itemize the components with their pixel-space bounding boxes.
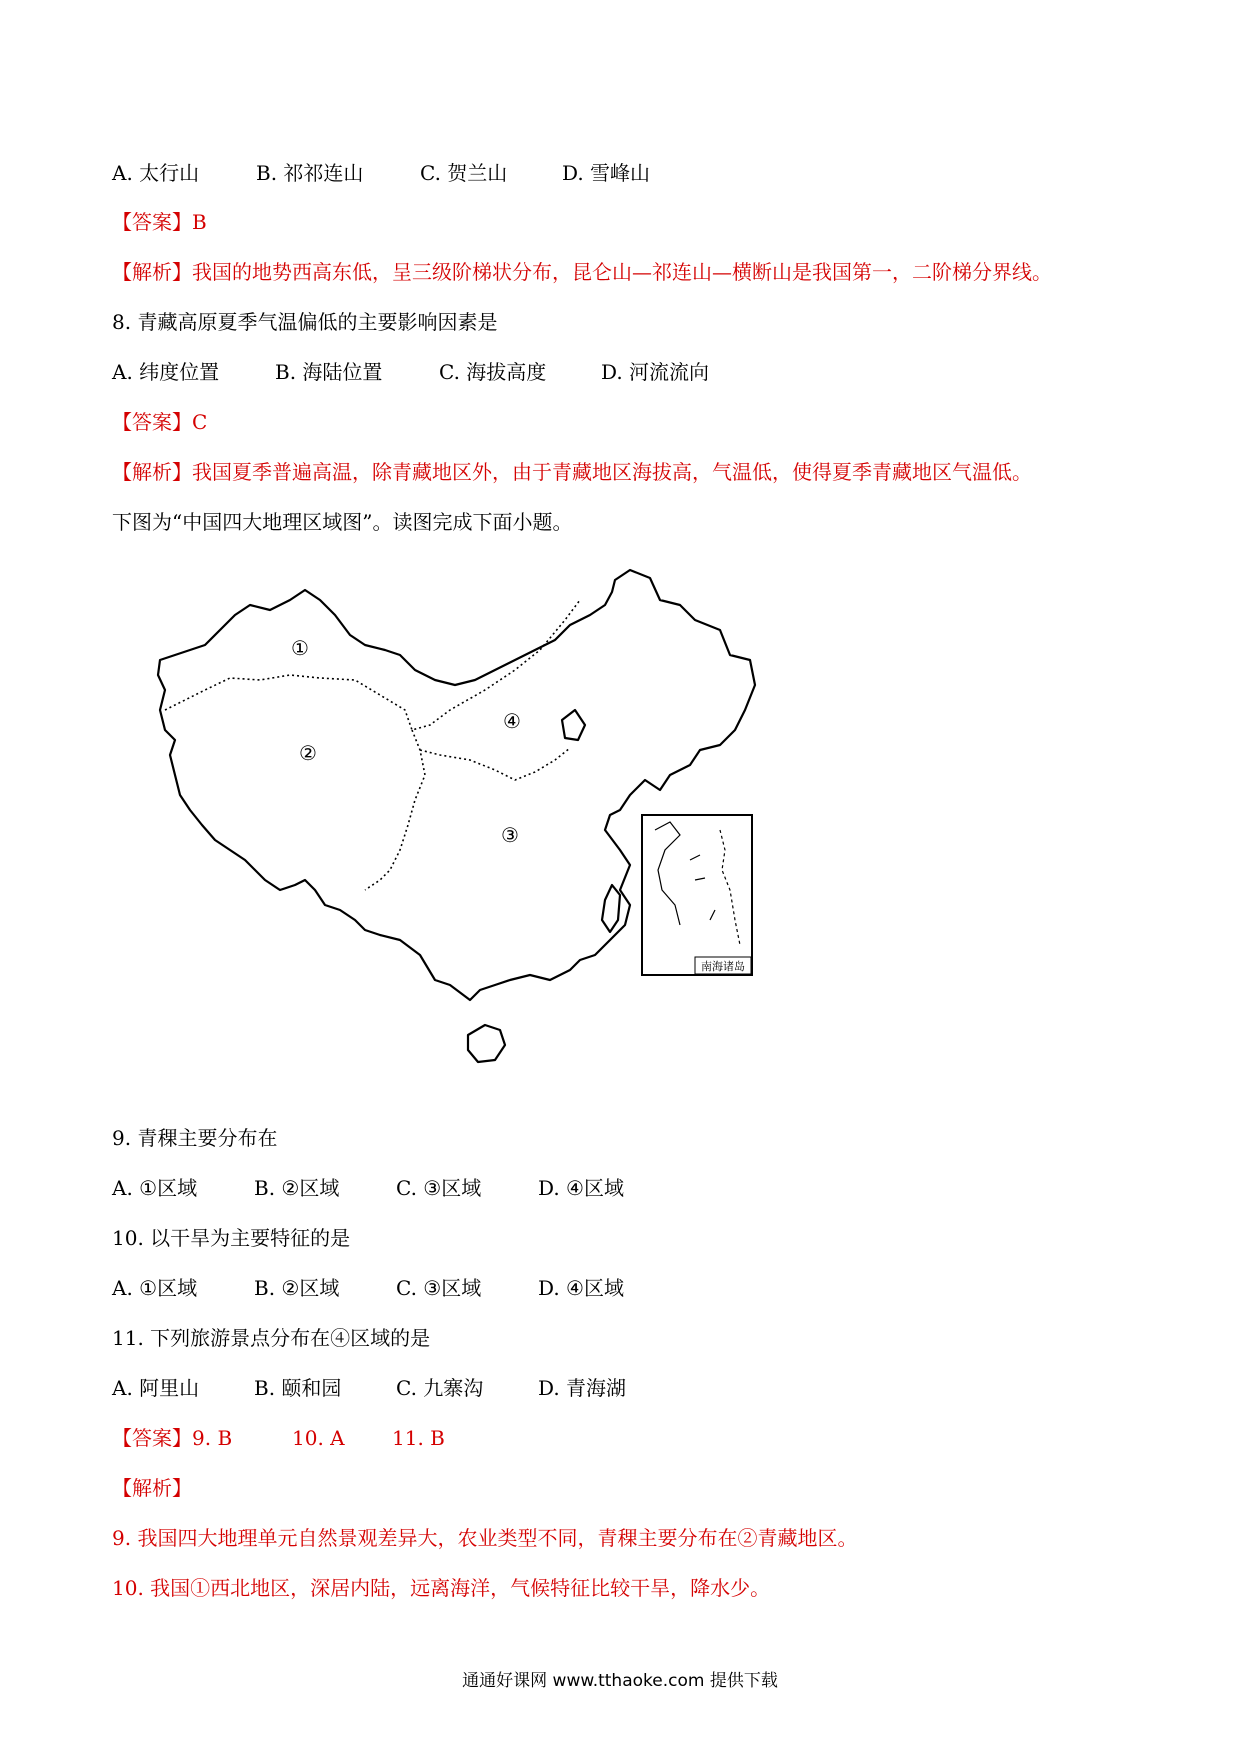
- answer-10: 10. A: [292, 1426, 345, 1450]
- q10-stem: 10. 以干旱为主要特征的是: [112, 1226, 351, 1250]
- q8-options: [112, 357, 709, 387]
- answer-value: B: [192, 210, 207, 234]
- q11-stem: 11. 下列旅游景点分布在④区域的是: [112, 1326, 431, 1350]
- region-label-2: ②: [299, 741, 317, 765]
- q9-option-a: A. ①区域: [112, 1176, 198, 1200]
- q9-option-b: B. ②区域: [254, 1176, 340, 1200]
- q8-answer: [112, 407, 207, 437]
- q8-option-a: A. 纬度位置: [112, 360, 220, 384]
- q11-option-b: B. 颐和园: [254, 1376, 342, 1400]
- q11-option-d: D. 青海湖: [538, 1376, 627, 1400]
- analysis-text: 我国夏季普遍高温，除青藏地区外，由于青藏地区海拔高，气温低，使得夏季青藏地区气温低。: [192, 460, 1032, 484]
- q11-options: [112, 1373, 626, 1403]
- q11-option-c: C. 九寨沟: [396, 1376, 484, 1400]
- analysis-tag: 【解析】: [112, 460, 192, 484]
- q9-option-c: C. ③区域: [396, 1176, 482, 1200]
- q8-stem: 8. 青藏高原夏季气温偏低的主要影响因素是: [112, 310, 498, 334]
- q7-analysis: [112, 257, 1052, 287]
- q9-options: [112, 1173, 624, 1203]
- q8-option-c: C. 海拔高度: [439, 360, 547, 384]
- analysis-10: 10. 我国①西北地区，深居内陆，远离海洋，气候特征比较干旱，降水少。: [112, 1576, 771, 1600]
- region-label-4: ④: [503, 709, 521, 733]
- q11-option-a: A. 阿里山: [112, 1376, 200, 1400]
- q8-analysis: [112, 457, 1032, 487]
- q7-option-c: C. 贺兰山: [420, 161, 508, 185]
- answer-11: 11. B: [392, 1426, 445, 1450]
- answer-9: 9. B: [192, 1426, 233, 1450]
- q10-options: [112, 1273, 624, 1303]
- combined-answer: [112, 1423, 445, 1453]
- map-intro: 下图为“中国四大地理区域图”。读图完成下面小题。: [112, 510, 573, 534]
- q8-option-b: B. 海陆位置: [275, 360, 383, 384]
- q10-option-d: D. ④区域: [538, 1276, 624, 1300]
- analysis-9: 9. 我国四大地理单元自然景观差异大，农业类型不同，青稞主要分布在②青藏地区。: [112, 1526, 858, 1550]
- q7-answer: [112, 207, 207, 237]
- region-labels: [291, 636, 521, 847]
- q10-option-c: C. ③区域: [396, 1276, 482, 1300]
- q8-option-d: D. 河流流向: [601, 360, 710, 384]
- taiwan-outline: [602, 885, 620, 932]
- answer-value: C: [192, 410, 208, 434]
- page-footer: 通通好课网 www.tthaoke.com 提供下载: [462, 1671, 778, 1691]
- hainan-outline: [468, 1025, 505, 1062]
- region-label-1: ①: [291, 636, 309, 660]
- analysis-tag: 【解析】: [112, 260, 192, 284]
- analysis-text: 我国的地势西高东低，呈三级阶梯状分布，昆仑山—祁连山—横断山是我国第一，二阶梯分界线。: [192, 260, 1052, 284]
- q10-option-b: B. ②区域: [254, 1276, 340, 1300]
- answer-tag: 【答案】: [112, 1426, 192, 1450]
- region-label-3: ③: [501, 823, 519, 847]
- q7-options: [112, 158, 650, 188]
- q7-option-a: A. 太行山: [112, 161, 200, 185]
- bohai-coast: [562, 710, 585, 740]
- inset-label: 南海诸岛: [701, 960, 745, 973]
- q9-stem: 9. 青稞主要分布在: [112, 1126, 278, 1150]
- q7-option-b: B. 祁祁连山: [256, 161, 364, 185]
- answer-tag: 【答案】: [112, 410, 192, 434]
- south-china-sea-inset: [642, 815, 752, 975]
- q7-option-d: D. 雪峰山: [562, 161, 651, 185]
- q10-option-a: A. ①区域: [112, 1276, 198, 1300]
- analysis-heading: 【解析】: [112, 1476, 192, 1500]
- china-regions-map: [150, 560, 850, 1100]
- answer-tag: 【答案】: [112, 210, 192, 234]
- q9-option-d: D. ④区域: [538, 1176, 624, 1200]
